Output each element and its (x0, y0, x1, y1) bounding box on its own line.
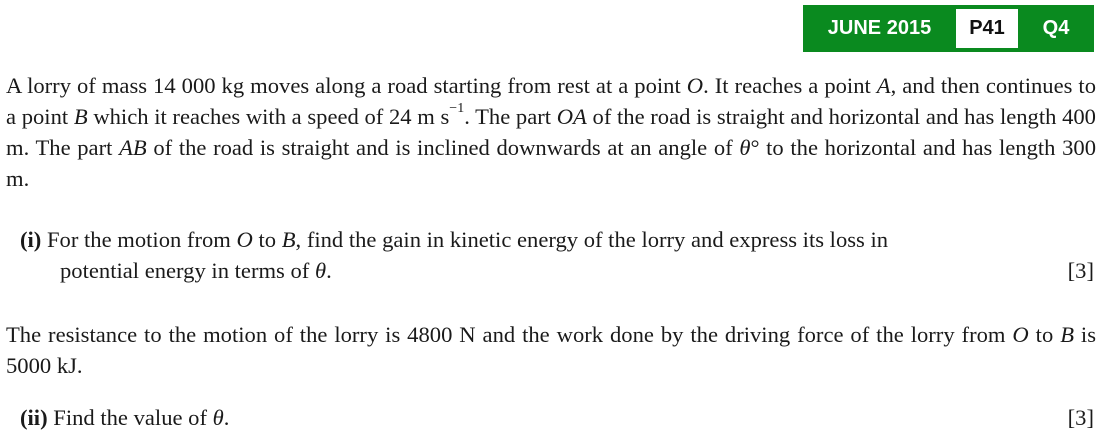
part-i-line-2 (20, 255, 1094, 286)
intro-text-6: of the road is straight and horizontal and has length 400 m. The part (6, 104, 1096, 160)
intro-text-2: . It reaches a point (703, 73, 877, 98)
question-intro-paragraph (6, 70, 1096, 194)
part-ii-question (20, 402, 1094, 433)
speed-unit-exponent: −1 (449, 101, 465, 117)
segment-ab-symbol: AB (119, 135, 147, 160)
part-ii-label: (ii) (20, 405, 48, 430)
part-i-marks: [3] (1067, 258, 1094, 283)
part-i-text-1: For the motion from (41, 227, 237, 252)
question-number-label: Q4 (1042, 17, 1070, 39)
paper-number-label: P41 (956, 9, 1018, 48)
part-ii-line (20, 402, 1094, 433)
part-i-text-3: , find the gain in kinetic energy of the lorry and express its loss in (295, 227, 889, 252)
question-reference-badge (803, 5, 1094, 52)
point-b-symbol: B (1060, 322, 1074, 347)
part-ii-marks: [3] (1067, 405, 1094, 430)
segment-oa-symbol: OA (556, 104, 587, 129)
part-i-text-2: to (252, 227, 282, 252)
intro-text-7: of the road is straight and is inclined downwards at an angle of (146, 135, 740, 160)
part-i-line-1 (20, 224, 1094, 255)
point-b-symbol: B (281, 227, 296, 252)
exam-session-label: JUNE 2015 (827, 17, 932, 39)
theta-symbol: θ (739, 135, 751, 160)
part-i-text-4: potential energy in terms of (60, 258, 315, 283)
part-i-question (20, 224, 1094, 286)
part-i-label: (i) (20, 227, 42, 252)
point-o-symbol: O (236, 227, 253, 252)
point-o-symbol: O (1012, 322, 1029, 347)
mid-text-3: is 5000 kJ. (6, 322, 1097, 378)
resistance-paragraph (6, 319, 1096, 381)
part-i-text-5: . (326, 258, 332, 283)
intro-text-5: . The part (464, 104, 557, 129)
mid-text-1: The resistance to the motion of the lorry is 4800 N and the work done by the driving force of the lorry from (6, 322, 1013, 347)
part-ii-text-end: . (223, 405, 230, 430)
intro-text-1: A lorry of mass 14 000 kg moves along a road starting from rest at a point (6, 73, 687, 98)
theta-symbol: θ (314, 258, 327, 283)
intro-text-3: , and then continues to a point (6, 73, 1096, 129)
point-a-symbol: A (876, 73, 891, 98)
intro-text-4: which it reaches with a speed of 24 m s (87, 104, 450, 129)
theta-symbol: θ (212, 405, 224, 430)
mid-text-2: to (1028, 322, 1061, 347)
point-b-symbol: B (73, 104, 88, 129)
point-o-symbol: O (686, 73, 704, 98)
intro-text-8: ° to the horizontal and has length 300 m. (6, 135, 1096, 191)
part-ii-text: Find the value of (47, 405, 213, 430)
